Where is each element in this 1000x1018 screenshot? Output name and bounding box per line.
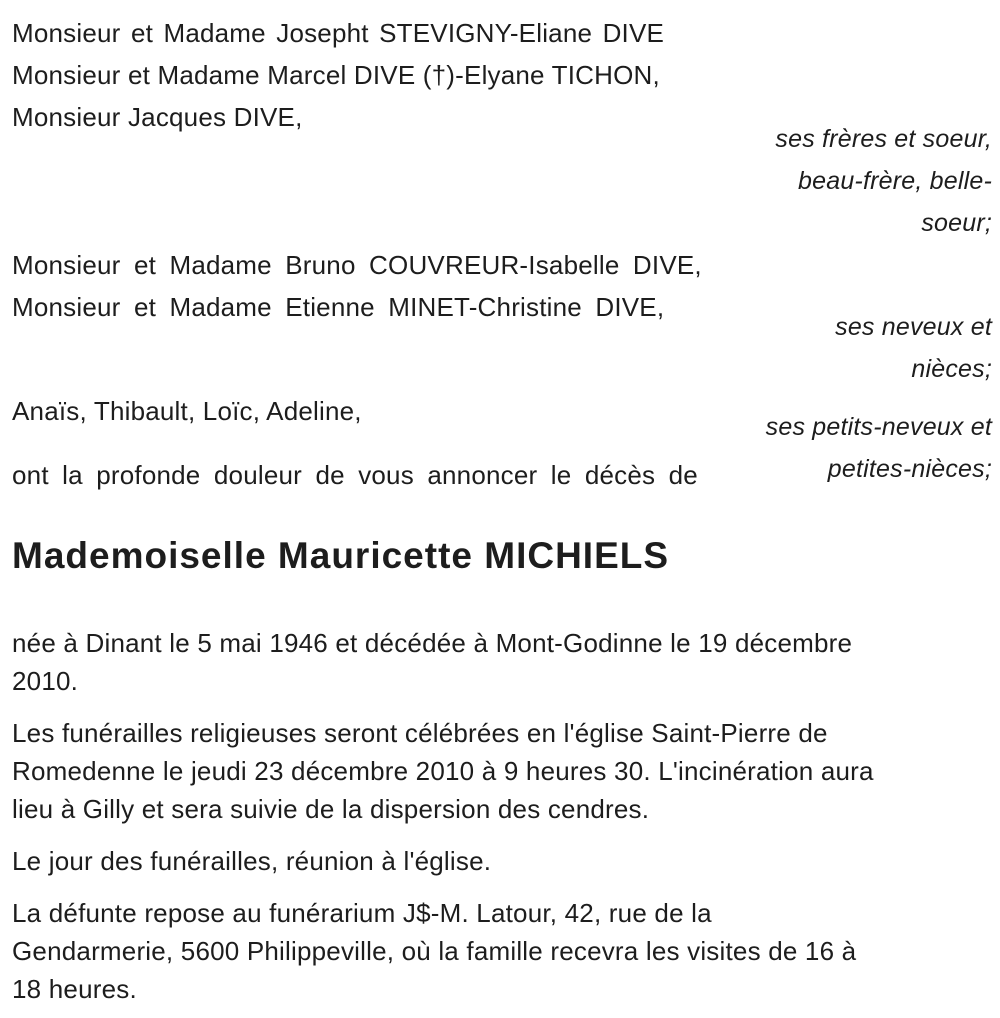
paragraph-line: Gendarmerie, 5600 Philippeville, où la famille recevra les visites de 16 à — [12, 936, 857, 966]
family-line: Anaïs, Thibault, Loïc, Adeline, — [12, 396, 362, 426]
family-line: Monsieur et Madame Josepht STEVIGNY-Eliane DIVE — [12, 18, 665, 48]
relation-line: ses neveux et — [835, 313, 992, 341]
announcement-intro: ont la profonde douleur de vous annoncer le décès de — [12, 460, 698, 490]
relation-line: soeur; — [921, 209, 992, 237]
family-line: Monsieur et Madame Marcel DIVE (†)-Elyane TICHON, — [12, 60, 660, 90]
paragraph-line: née à Dinant le 5 mai 1946 et décédée à Mont-Godinne le 19 décembre — [12, 628, 853, 658]
paragraph-line: La défunte repose au funérarium J$-M. Latour, 42, rue de la — [12, 898, 712, 928]
body-paragraph-reunion — [12, 842, 992, 880]
family-line: Monsieur Jacques DIVE, — [12, 102, 303, 132]
family-line: Monsieur et Madame Bruno COUVREUR-Isabelle DIVE, — [12, 250, 702, 280]
family-line: Monsieur et Madame Etienne MINET-Christine DIVE, — [12, 292, 665, 322]
relation-line: ses petits-neveux et — [765, 413, 992, 441]
paragraph-line: lieu à Gilly et sera suivie de la dispersion des cendres. — [12, 794, 650, 824]
deceased-name: Mademoiselle Mauricette MICHIELS — [12, 535, 670, 576]
body-paragraph-funerarium — [12, 894, 992, 1008]
paragraph-line: Romedenne le jeudi 23 décembre 2010 à 9 heures 30. L'incinération aura — [12, 756, 874, 786]
relation-line: ses frères et soeur, — [775, 125, 992, 153]
paragraph-line: 2010. — [12, 666, 79, 696]
paragraph-line: Les funérailles religieuses seront célébrées en l'église Saint-Pierre de — [12, 718, 828, 748]
paragraph-line: Le jour des funérailles, réunion à l'église. — [12, 846, 492, 876]
body-paragraph-funeral — [12, 714, 992, 828]
relation-line: petites-nièces; — [827, 455, 992, 483]
body-paragraph-birth-death — [12, 624, 992, 700]
paragraph-line: 18 heures. — [12, 974, 137, 1004]
relation-line: nièces; — [911, 355, 992, 383]
relation-line: beau-frère, belle- — [798, 167, 992, 195]
